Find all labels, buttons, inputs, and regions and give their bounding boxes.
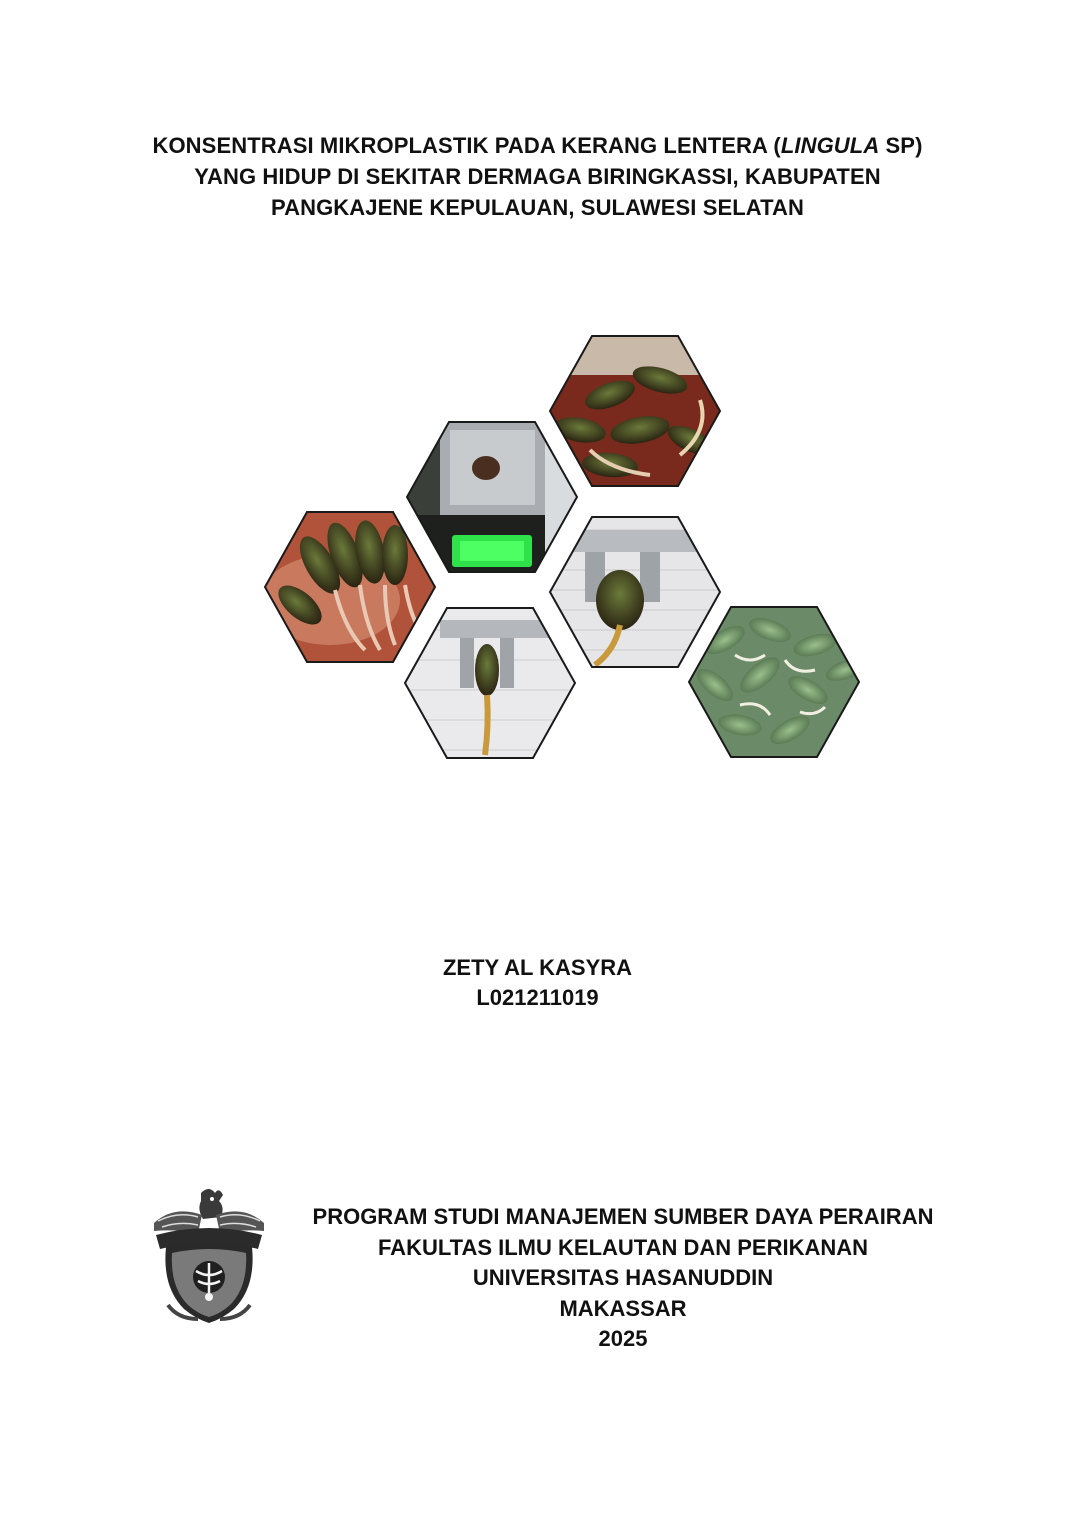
title-italic-genus: LINGULA (780, 133, 880, 158)
faculty-name: FAKULTAS ILMU KELAUTAN DAN PERIKANAN (377, 1234, 869, 1260)
title-line-1: KONSENTRASI MIKROPLASTIK PADA KERANG LENTERA (LINGULA SP) (152, 133, 923, 158)
author-block (0, 953, 1075, 1013)
universitas-hasanuddin-emblem-icon (146, 1185, 272, 1325)
title-line-2: YANG HIDUP DI SEKITAR DERMAGA BIRINGKASSI, KABUPATEN (194, 164, 881, 189)
university-name: UNIVERSITAS HASANUDDIN (472, 1265, 774, 1290)
author-name: ZETY AL KASYRA (442, 955, 633, 980)
year: 2025 (598, 1326, 648, 1351)
photo-hex-green-clams-pile (684, 600, 867, 765)
photo-hex-caliper-measure-b (400, 600, 580, 765)
institution-block (296, 1202, 950, 1355)
photo-hex-digital-scale (400, 415, 585, 580)
photo-hex-caliper-measure-a (545, 510, 725, 675)
student-id: L021211019 (476, 985, 599, 1010)
city-name: MAKASSAR (559, 1295, 687, 1321)
photo-hex-clams-in-container (540, 330, 730, 495)
study-program: PROGRAM STUDI MANAJEMEN SUMBER DAYA PERAIRAN (312, 1204, 934, 1229)
title-line-3: PANGKAJENE KEPULAUAN, SULAWESI SELATAN (270, 195, 805, 220)
photo-hex-clams-in-hand (260, 505, 440, 670)
